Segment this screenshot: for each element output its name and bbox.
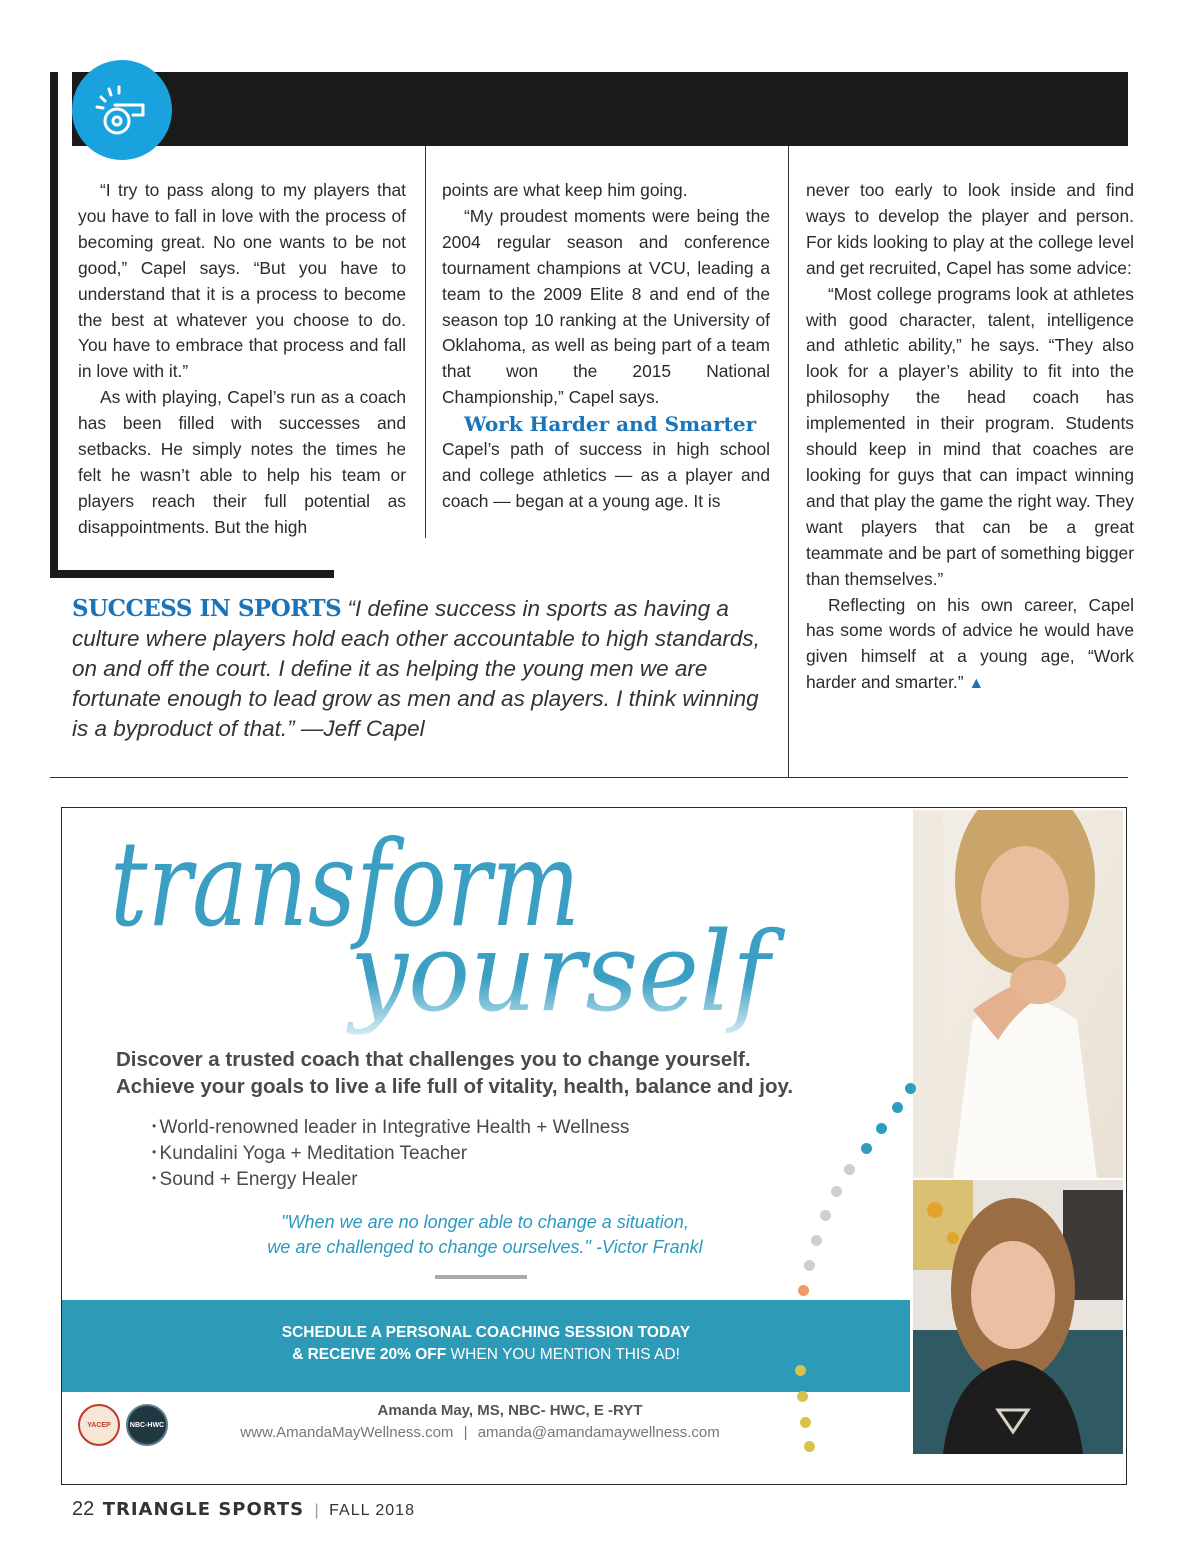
footer-separator: | xyxy=(314,1502,319,1519)
ad-cta-discount: RECEIVE 20% OFF xyxy=(307,1346,447,1363)
decorative-dot xyxy=(892,1102,903,1113)
decorative-dot xyxy=(820,1210,831,1221)
ad-quote-line: we are challenged to change ourselves." -Victor Frankl xyxy=(267,1237,703,1257)
article-column-1 xyxy=(78,178,406,541)
article-column-2 xyxy=(442,178,770,515)
list-item: • World-renowned leader in Integrative Health + Wellness xyxy=(152,1114,629,1140)
decorative-dot xyxy=(800,1417,811,1428)
ad-cta-line xyxy=(62,1344,910,1366)
decorative-dot xyxy=(804,1441,815,1452)
column-rule xyxy=(425,146,426,538)
ad-cta-fragment: & xyxy=(292,1346,308,1363)
coach-yoga-photo xyxy=(913,810,1123,1178)
frame-left-rule xyxy=(50,72,58,578)
article-column-3 xyxy=(806,178,1134,697)
page-number: 22 xyxy=(72,1498,95,1520)
pull-quote xyxy=(72,594,772,744)
yacep-badge-logo: YACEP xyxy=(78,1404,120,1446)
ad-script-line-1: transform xyxy=(110,815,580,953)
decorative-dot xyxy=(811,1235,822,1246)
paragraph: Capel’s path of success in high school and college athletics — as a player and coach — began at a young age. It is xyxy=(442,439,770,511)
ad-contact-line xyxy=(180,1424,780,1441)
ad-bullet-list xyxy=(152,1114,629,1192)
decorative-dot xyxy=(804,1260,815,1271)
list-item: • Kundalini Yoga + Meditation Teacher xyxy=(152,1140,629,1166)
decorative-dot xyxy=(861,1143,872,1154)
ad-lead-line: Discover a trusted coach that challenges you to change yourself. xyxy=(116,1048,751,1071)
section-subhead: Work Harder and Smarter xyxy=(464,412,757,437)
paragraph: “I try to pass along to my players that you have to fall in love with the process of becoming great. No one wants to be not good,” Capel says. “But you have to understand that it is a process to become the best at whatever you choose to do. You have to embrace that process and fall in love with it.” xyxy=(78,180,406,382)
ad-lead xyxy=(116,1046,896,1100)
ad-cta-line: SCHEDULE A PERSONAL COACHING SESSION TODAY xyxy=(281,1324,691,1341)
decorative-dot xyxy=(905,1083,916,1094)
ad-quote xyxy=(200,1210,770,1260)
ad-lead-line: Achieve your goals to live a life full of vitality, health, balance and joy. xyxy=(116,1075,794,1098)
decorative-dot xyxy=(831,1186,842,1197)
section-divider xyxy=(50,777,1128,778)
decorative-dot xyxy=(844,1164,855,1175)
column-rule xyxy=(788,146,789,778)
whistle-icon xyxy=(72,60,172,160)
nbc-hwc-badge-logo: NBC-HWC xyxy=(126,1404,168,1446)
paragraph xyxy=(806,593,1134,698)
frame-bottom-rule xyxy=(50,570,334,578)
paragraph-text: Reflecting on his own career, Capel has some words of advice he would have given himself at a young age, “Work harder and smarter.” xyxy=(806,594,1134,693)
list-item: • Sound + Energy Healer xyxy=(152,1166,629,1192)
magazine-name: TRIANGLE SPORTS xyxy=(102,1499,305,1520)
ad-divider xyxy=(435,1275,527,1279)
paragraph: “My proudest moments were being the 2004 regular season and conference tournament champions at VCU, leading a team to the 2009 Elite 8 and end of the season top 10 ranking at the University of Oklahoma, as well as being part of a team that won the 2015 National Championship,” Capel says. xyxy=(442,205,770,408)
paragraph: “Most college programs look at athletes with good character, talent, intelligence and athletic ability,” he says. “They also look for a player’s ability to fit into the philosophy the head coach has implemented in their program. Students should keep in mind that coaches are looking for guys that can impact winning and that play the game the right way. They want players that can be a great teammate and be part of something bigger than themselves.” xyxy=(806,283,1134,589)
decorative-dot xyxy=(798,1285,809,1296)
ad-website-link[interactable]: www.AmandaMayWellness.com xyxy=(240,1424,454,1441)
coach-portrait-photo xyxy=(913,1180,1123,1454)
pull-quote-text: “I define success in sports as having a culture where players hold each other accountable to high standards, on and off the court. I define it as helping the young men we are fortunate enough to lead grow as men and as players. I think winning is a byproduct of that.” —Jeff Capel xyxy=(72,596,760,741)
decorative-dot xyxy=(797,1391,808,1402)
ad-quote-line: "When we are no longer able to change a situation, xyxy=(281,1212,689,1232)
ad-email-link[interactable]: amanda@amandamaywellness.com xyxy=(477,1424,720,1441)
ad-contact-name: Amanda May, MS, NBC- HWC, E -RYT xyxy=(377,1402,643,1419)
header-bar xyxy=(72,72,1128,146)
page-footer xyxy=(72,1498,415,1521)
ad-script-headline xyxy=(110,805,830,1060)
pull-quote-kicker: SUCCESS IN SPORTS xyxy=(72,595,342,622)
ad-cta-text xyxy=(62,1322,910,1366)
decorative-dot xyxy=(876,1123,887,1134)
end-of-article-icon: ▲ xyxy=(968,675,985,693)
ad-cta-fragment: WHEN YOU MENTION THIS AD! xyxy=(446,1346,680,1363)
decorative-dot xyxy=(795,1365,806,1376)
ad-script-line-2: yourself xyxy=(345,908,786,1036)
paragraph: As with playing, Capel’s run as a coach has been filled with successes and setbacks. He simply notes the times he felt he wasn’t able to help his team or players reach their full potential as disappointments. But the high xyxy=(78,387,406,537)
paragraph: points are what keep him going. xyxy=(442,180,688,200)
paragraph: never too early to look inside and find ways to develop the player and person. For kids looking to play at the college level and get recruited, Capel has some advice: xyxy=(806,180,1134,278)
issue-label: FALL 2018 xyxy=(329,1502,415,1519)
ad-contact-separator: | xyxy=(463,1424,468,1441)
